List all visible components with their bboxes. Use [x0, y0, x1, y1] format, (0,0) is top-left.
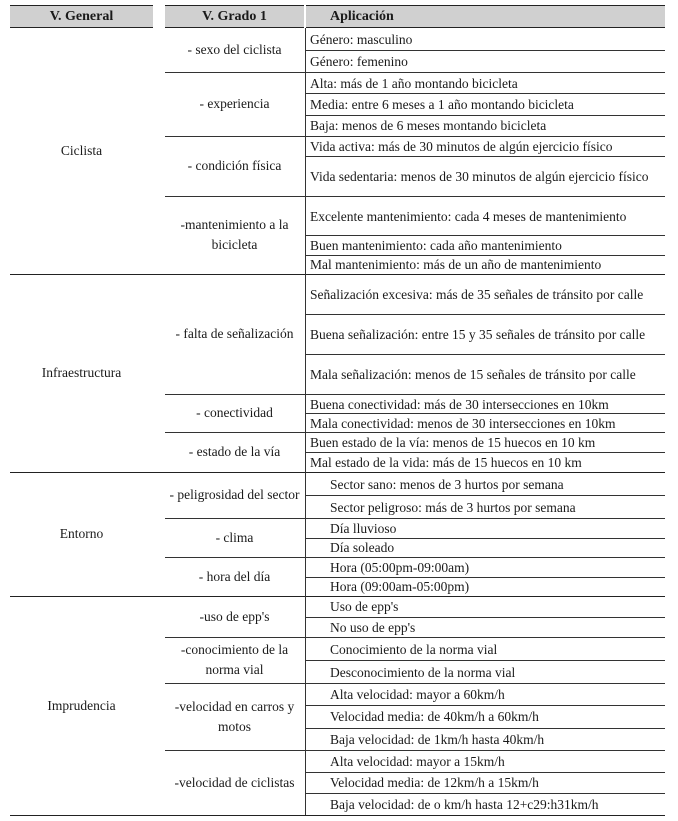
- aplicacion-item: Sector sano: menos de 3 hurtos por semana: [330, 476, 564, 492]
- column-divider: [305, 28, 306, 274]
- general-category-entorno: Entorno: [59, 526, 104, 541]
- header-aplicacion: Aplicación: [306, 5, 665, 28]
- aplicacion-item: No uso de epp's: [330, 619, 416, 635]
- aplicacion-item: Baja velocidad: de o km/h hasta 12+c29:h31km/h: [330, 797, 599, 813]
- aplicacion-item: Media: entre 6 meses a 1 año montando bicicleta: [310, 96, 574, 112]
- subcategory-label: - peligrosidad del sector: [169, 487, 300, 502]
- aplicacion-item: Buena conectividad: más de 30 intersecciones en 10km: [310, 396, 609, 412]
- aplicacion-item: Sector peligroso: más de 3 hurtos por semana: [330, 499, 576, 515]
- aplicacion-item: Buena señalización: entre 15 y 35 señales de tránsito por calle: [310, 327, 646, 342]
- aplicacion-item: Alta velocidad: mayor a 15km/h: [330, 753, 505, 769]
- group-divider: [10, 815, 665, 816]
- subcategory-label: -velocidad de ciclistas: [174, 774, 295, 790]
- column-divider: [305, 472, 306, 596]
- aplicacion-item: Buen mantenimiento: cada año mantenimiento: [310, 237, 562, 253]
- subcategory-label: - experiencia: [199, 96, 270, 111]
- general-category-ciclista: Ciclista: [60, 143, 103, 158]
- subcategory-label: -velocidad en carros y motos: [174, 698, 295, 734]
- subcategory-label: - sexo del ciclista: [187, 42, 282, 57]
- aplicacion-item: Mal mantenimiento: más de un año de mantenimiento: [310, 257, 602, 273]
- aplicacion-item: Mala conectividad: menos de 30 intersecciones en 10km: [310, 415, 616, 431]
- aplicacion-item: Vida sedentaria: menos de 30 minutos de algún ejercicio físico: [310, 169, 649, 184]
- aplicacion-item: Velocidad media: de 40km/h a 60km/h: [330, 709, 539, 725]
- aplicacion-item: Mala señalización: menos de 15 señales de tránsito por calle: [310, 367, 636, 382]
- subcategory-label: - falta de señalización: [175, 326, 294, 341]
- subcategory-label: - conectividad: [196, 405, 273, 420]
- aplicacion-item: Día soleado: [330, 540, 395, 556]
- column-divider: [305, 274, 306, 472]
- general-category-imprudencia: Imprudencia: [47, 697, 116, 713]
- aplicacion-item: Baja velocidad: de 1km/h hasta 40km/h: [330, 731, 545, 747]
- aplicacion-item: Vida activa: más de 30 minutos de algún ejercicio físico: [310, 139, 613, 154]
- subcategory-label: -mantenimiento a la bicicleta: [180, 217, 289, 252]
- general-category-infraestructura: Infraestructura: [41, 365, 122, 380]
- header-v-grado-1: V. Grado 1: [165, 5, 304, 28]
- aplicacion-item: Conocimiento de la norma vial: [330, 641, 498, 657]
- aplicacion-item: Alta velocidad: mayor a 60km/h: [330, 687, 505, 703]
- subcategory-label: - estado de la vía: [188, 444, 281, 459]
- aplicacion-item: Género: masculino: [310, 32, 413, 47]
- aplicacion-item: Hora (05:00pm-09:00am): [330, 559, 470, 575]
- aplicacion-item: Velocidad media: de 12km/h a 15km/h: [330, 775, 539, 791]
- aplicacion-item: Género: femenino: [310, 54, 408, 69]
- aplicacion-item: Señalización excesiva: más de 35 señales de tránsito por calle: [310, 287, 644, 302]
- column-divider: [305, 596, 306, 815]
- aplicacion-item: Desconocimiento de la norma vial: [330, 664, 516, 680]
- subcategory-label: - condición física: [187, 158, 282, 173]
- aplicacion-item: Mal estado de la vida: más de 15 huecos en 10 km: [310, 455, 582, 470]
- aplicacion-item: Baja: menos de 6 meses montando bicicleta: [310, 118, 547, 134]
- aplicacion-item: Día lluvioso: [330, 520, 397, 536]
- aplicacion-item: Uso de epp's: [330, 599, 399, 615]
- subcategory-label: - clima: [215, 529, 254, 545]
- aplicacion-item: Hora (09:00am-05:00pm): [330, 579, 470, 595]
- subcategory-label: - hora del día: [198, 568, 271, 584]
- subcategory-label: -uso de epp's: [199, 608, 270, 624]
- subcategory-label: -conocimiento de la norma vial: [180, 642, 289, 677]
- aplicacion-item: Buen estado de la vía: menos de 15 huecos en 10 km: [310, 435, 596, 450]
- aplicacion-item: Alta: más de 1 año montando bicicleta: [310, 75, 518, 91]
- header-v-general: V. General: [10, 5, 153, 28]
- aplicacion-item: Excelente mantenimiento: cada 4 meses de mantenimiento: [310, 208, 627, 224]
